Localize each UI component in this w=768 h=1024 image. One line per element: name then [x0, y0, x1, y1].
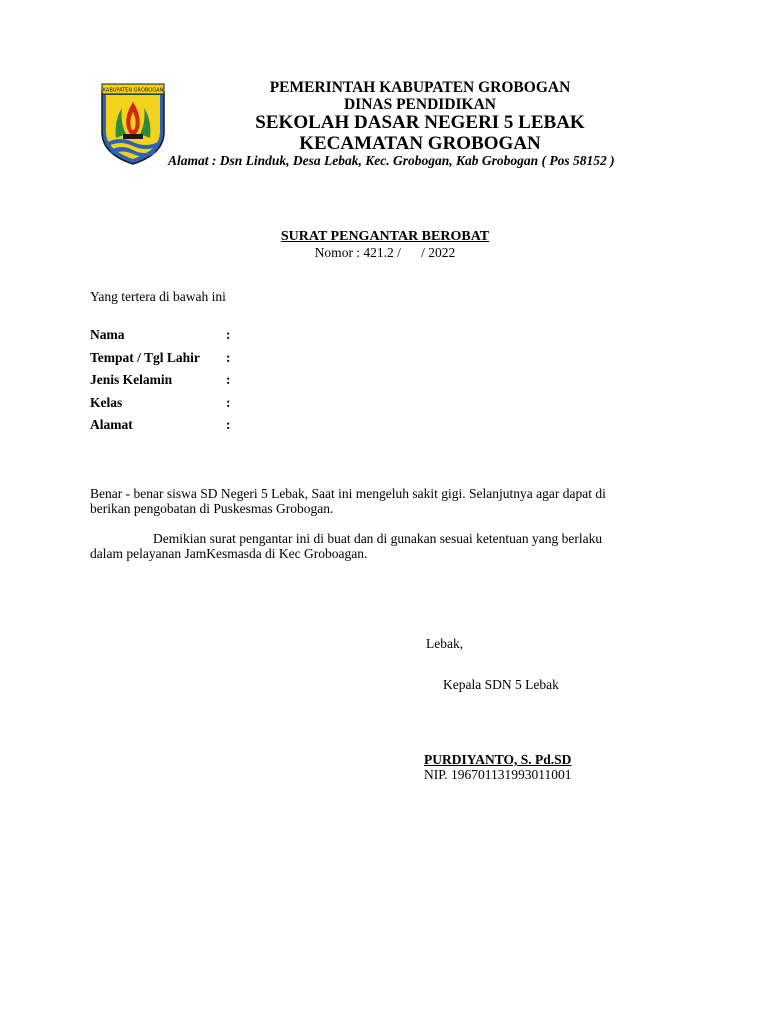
kop-sekolah: SEKOLAH DASAR NEGERI 5 LEBAK: [255, 112, 585, 133]
letter-title: [200, 229, 570, 245]
field-label-kelas: Kelas: [90, 395, 123, 410]
body-paragraph-2-line-2: dalam pelayanan JamKesmasda di Kec Groboagan.: [90, 546, 368, 561]
signature-position: Kepala SDN 5 Lebak: [443, 677, 559, 692]
letter-number: Nomor : 421.2 / / 2022: [314, 245, 456, 260]
signature-name: PURDIYANTO, S. Pd.SD: [424, 752, 572, 767]
kop-dinas: DINAS PENDIDIKAN: [343, 96, 496, 113]
field-colon-jenis-kelamin: :: [226, 372, 231, 387]
field-colon-ttl: :: [226, 350, 231, 365]
body-paragraph-1-line-2: berikan pengobatan di Puskesmas Grobogan.: [90, 501, 334, 516]
kop-kecamatan: KECAMATAN GROBOGAN: [299, 133, 541, 154]
field-label-ttl: Tempat / Tgl Lahir: [90, 350, 200, 365]
field-label-nama: Nama: [90, 327, 125, 342]
kop-address: Alamat : Dsn Linduk, Desa Lebak, Kec. Grobogan, Kab Grobogan ( Pos 58152 ): [168, 153, 615, 168]
signature-nip: NIP. 196701131993011001: [424, 767, 572, 782]
body-paragraph-2-line-1: Demikian surat pengantar ini di buat dan di gunakan sesuai ketentuan yang berlaku: [153, 531, 603, 546]
field-label-jenis-kelamin: Jenis Kelamin: [90, 372, 173, 387]
body-paragraph-1-line-1: Benar - benar siswa SD Negeri 5 Lebak, Saat ini mengeluh sakit gigi. Selanjutnya agar dapat di: [90, 486, 606, 501]
signature-place: Lebak,: [426, 636, 464, 651]
field-label-alamat: Alamat: [90, 417, 133, 432]
field-colon-alamat: :: [226, 417, 231, 432]
letter-intro: Yang tertera di bawah ini: [90, 289, 226, 304]
kop-pemerintah: PEMERINTAH KABUPATEN GROBOGAN: [269, 79, 571, 96]
letter-title-text: SURAT PENGANTAR BEROBAT: [280, 229, 490, 244]
kabupaten-logo: [96, 80, 170, 166]
logo-text: KABUPATEN GROBOGAN: [102, 87, 164, 94]
field-colon-kelas: :: [226, 395, 231, 410]
field-colon-nama: :: [226, 327, 231, 342]
